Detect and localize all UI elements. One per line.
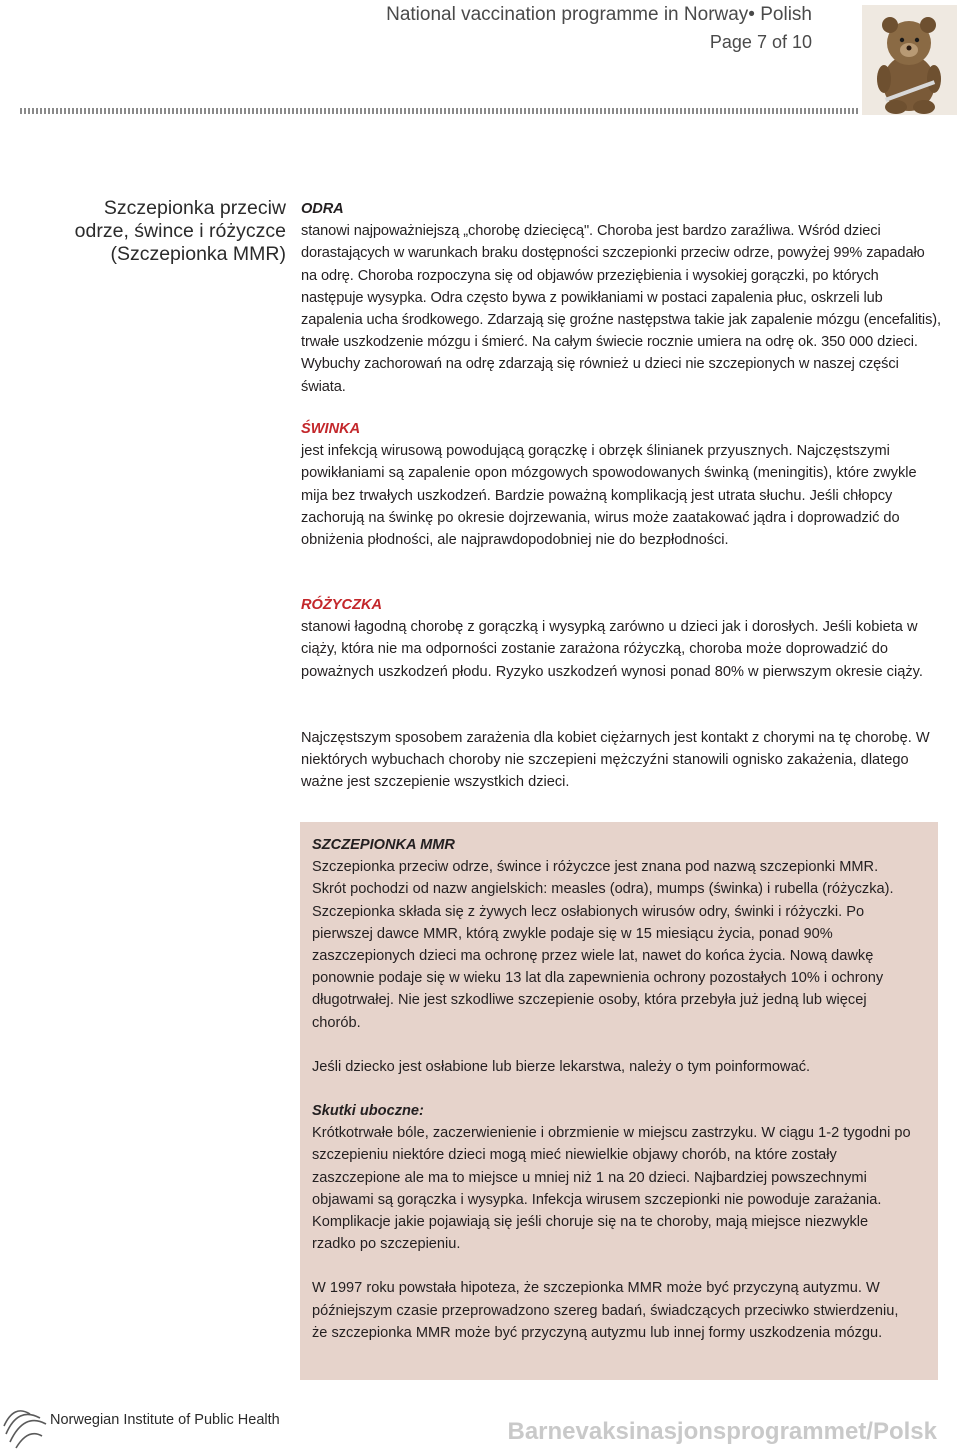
section-heading-swinka: ŚWINKA — [301, 421, 361, 437]
section-swinka — [301, 418, 941, 551]
sidebar-title: Szczepionka przeciw odrze, śwince i różyczce (Szczepionka MMR) — [74, 197, 286, 265]
mmr-box-para-4: W 1997 roku powstała hipoteza, że szczepionka MMR może być przyczyną autyzmu. W późniejszym czasie przeprowadzono szereg badań, świadczących przeciwko stwierdzeniu, że szczepionka MMR może być przyczyną autyzmu lub innej formy uszkodzenia mózgu. — [312, 1280, 899, 1341]
header-divider — [20, 108, 858, 114]
section-text-rozyczka: stanowi łagodną chorobę z gorączką i wysypką zarówno u dzieci jak i dorosłych. Jeśli kobieta w ciąży, która nie ma odporności zostanie zarażona różyczką, choroba może doprowadzić do poważnych uszkodzeń płodu. Ryzyko uszkodzeń wynosi ponad 80% w pierwszym okresie ciąży. — [301, 619, 923, 680]
teddy-bear-photo — [862, 5, 957, 115]
footer-site-label: Barnevaksinasjonsprogrammet/Polsk — [507, 1418, 937, 1445]
mmr-box-para-1: Szczepionka przeciw odrze, śwince i różyczce jest znana pod nazwą szczepionki MMR. Skrót pochodzi od nazw angielskich: measles (odra), mumps (świnka) i rubella (różyczka). Szczepionka składa się z żywych lecz osłabionych wirusów odry, świnki i różyczki. Po pierwszej dawce MMR, którą zwykle podaje się w 15 miesiącu życia, ponad 90% zaszczepionych dzieci ma ochronę przez wiele lat, nawet do końca życia. Nową dawkę ponownie podaje się w wieku 13 lat dla zapewnienia ochrony pozostałych 10% i ochrony długotrwałej. Nie jest szkodliwe szczepienie osoby, która przebyła już jedną lub więcej chorób. — [312, 859, 894, 1031]
footer-organization: Norwegian Institute of Public Health — [50, 1412, 280, 1428]
section-rozyczka — [301, 594, 941, 683]
section-odra — [301, 198, 941, 398]
section-text-swinka: jest infekcją wirusową powodującą gorączkę i obrzęk ślinianek przyusznych. Najczęstszymi powikłaniami są zapalenie opon mózgowych spowodowanych świnką (meningitis), które zwykle mija bez trwałych uszkodzeń. Bardzie poważną komplikacją jest utrata słuchu. Jeśli chłopcy zachorują na świnkę po okresie dojrzewania, wirus może zaatakować jądra i doprowadzić do obniżenia płodności, ale najprawdopodobniej nie do bezpłodności. — [301, 443, 917, 549]
mmr-box-para-2: Jeśli dziecko jest osłabione lub bierze lekarstwa, należy o tym poinformować. — [312, 1058, 811, 1075]
pregnancy-note-text: Najczęstszym sposobem zarażenia dla kobiet ciężarnych jest kontakt z chorymi na tę chorobę. W niektórych wybuchach choroby nie szczepieni mężczyźni stanowili ognisko zakażenia, dlatego ważne jest szczepienie wszystkich dzieci. — [301, 730, 930, 791]
section-text-odra: stanowi najpoważniejszą „chorobę dziecięcą". Choroba jest bardzo zaraźliwa. Wśród dzieci dorastających w warunkach braku dostępności szczepionki przeciw odrze, powyżej 99% zapadało na odrę. Choroba rozpoczyna się od objawów przeziębienia i wysokiej gorączki, po których następuje wysypka. Odra często bywa z powikłaniami w postaci zapalenia płuc, oskrzeli lub zapalenia ucha środkowego. Zdarzają się groźne następstwa takie jak zapalenie mózgu (encefalitis), trwałe uszkodzenie mózgu i śmierć. Na całym świecie rocznie umiera na odrę ok. 350 000 dzieci. Wybuchy zachorowań na odrę zdarzają się również u dzieci nie szczepionych w naszej części świata. — [301, 223, 941, 395]
mmr-info-box — [300, 822, 938, 1380]
document-title: National vaccination programme in Norway• Polish — [386, 4, 812, 25]
page-number: Page 7 of 10 — [709, 32, 812, 52]
section-heading-rozyczka: RÓŻYCZKA — [301, 597, 383, 613]
mmr-box-para-3: Krótkotrwałe bóle, zaczerwienienie i obrzmienie w miejscu zastrzyku. W ciągu 1-2 tygodni po szczepieniu niektóre dzieci mogą mieć niewielkie objawy chorób, na które zostały zaszczepione ale ma to miejsce u mniej niż 1 na 20 dzieci. Najbardziej powszechnymi objawami są gorączka i wysypka. Infekcja wirusem szczepionki nie powoduje zarażania. Komplikacje jakie pojawiają się jeśli choruje się na te choroby, mają miejsce niezwykle rzadko po szczepieniu. — [312, 1125, 911, 1253]
section-heading-odra: ODRA — [301, 201, 344, 217]
mmr-box-heading: SZCZEPIONKA MMR — [312, 837, 455, 853]
side-effects-heading: Skutki uboczne: — [312, 1103, 424, 1120]
pregnancy-note — [301, 727, 941, 794]
